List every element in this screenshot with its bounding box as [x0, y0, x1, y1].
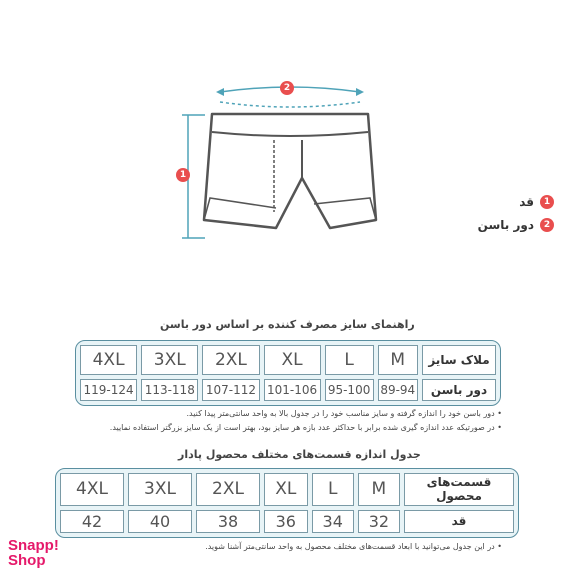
legend-item-hip: [478, 218, 554, 232]
t2-size-4xl: 4XL: [60, 473, 124, 506]
marker-1: 1: [176, 168, 190, 182]
table1-note-1: • دور باسن خود را اندازه گرفته و سایز مناسب خود را در جدول بالا به واحد سانتی‌متر پیدا کنید.: [186, 409, 502, 418]
range-3xl: 113-118: [141, 379, 198, 401]
legend-item-height: [519, 195, 554, 209]
size-m: M: [378, 345, 419, 375]
t2-size-2xl: 2XL: [196, 473, 260, 506]
boxer-shorts-illustration: [150, 70, 390, 260]
t2-size-3xl: 3XL: [128, 473, 192, 506]
legend-label-hip: دور باسن: [477, 218, 534, 232]
width-arrow-head-right: [356, 88, 364, 96]
snapp-shop-logo: [8, 538, 59, 568]
table2-title: جدول اندازه قسمت‌های مختلف محصول پادار: [178, 448, 421, 461]
range-xl: 101-106: [264, 379, 321, 401]
brand-line-2: Shop: [8, 552, 46, 569]
row-header-size: ملاک سایز: [422, 345, 496, 375]
boxer-diagram: [150, 70, 390, 264]
range-l: 95-100: [325, 379, 374, 401]
shorts-outline: [204, 114, 376, 228]
size-guide-table: [75, 340, 501, 406]
height-3xl: 40: [128, 510, 192, 533]
row-header-parts: قسمت‌های محصول: [404, 473, 514, 506]
size-l: L: [325, 345, 374, 375]
brand-line-1: Snapp!: [8, 537, 59, 554]
row-header-hip: دور باسن: [422, 379, 496, 401]
legend-marker-2: 2: [540, 218, 554, 232]
size-xl: XL: [264, 345, 321, 375]
height-xl: 36: [264, 510, 308, 533]
legend-marker-1: 1: [540, 195, 554, 209]
table2-note: • در این جدول می‌توانید با ابعاد قسمت‌های مختلف محصول به واحد سانتی‌متر آشنا شوید.: [205, 542, 502, 551]
height-l: 34: [312, 510, 354, 533]
marker-2: 2: [280, 81, 294, 95]
height-m: 32: [358, 510, 400, 533]
table1-title: راهنمای سایز مصرف کننده بر اساس دور باسن: [160, 318, 415, 331]
t2-size-l: L: [312, 473, 354, 506]
row-header-height: قد: [404, 510, 514, 533]
size-4xl: 4XL: [80, 345, 137, 375]
range-4xl: 119-124: [80, 379, 137, 401]
legend-label-height: قد: [519, 195, 534, 209]
range-2xl: 107-112: [202, 379, 259, 401]
t2-size-m: M: [358, 473, 400, 506]
width-arrow-back: [220, 102, 360, 107]
size-2xl: 2XL: [202, 345, 259, 375]
product-size-table: [55, 468, 519, 538]
range-m: 89-94: [378, 379, 419, 401]
width-arrow-head-left: [216, 88, 224, 96]
size-3xl: 3XL: [141, 345, 198, 375]
table1-note-2: • در صورتیکه عدد اندازه گیری شده برابر با حداکثر عدد بازه هر سایز بود، بهتر است از یک سایز بزرگتر استفاده نمایید.: [109, 423, 502, 432]
height-4xl: 42: [60, 510, 124, 533]
height-2xl: 38: [196, 510, 260, 533]
t2-size-xl: XL: [264, 473, 308, 506]
